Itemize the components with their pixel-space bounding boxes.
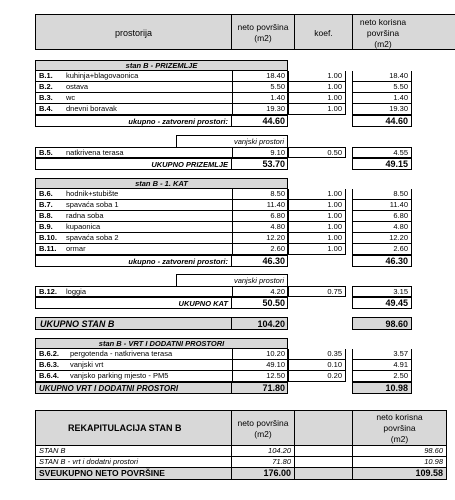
table-row bbox=[35, 211, 288, 222]
row-name: vanjski vrt bbox=[70, 360, 104, 369]
row-net: 4.80 bbox=[393, 222, 408, 231]
row-coef: 1.00 bbox=[327, 189, 342, 198]
header-neto-korisna-line1: neto korisna bbox=[359, 17, 407, 27]
row-coef: 0.75 bbox=[327, 287, 342, 296]
total-net: 49.15 bbox=[385, 159, 408, 169]
row-net: 5.50 bbox=[393, 82, 408, 91]
rekap-total-row bbox=[35, 468, 447, 480]
header-neto-povrsina bbox=[232, 15, 295, 49]
row-net: 1.40 bbox=[393, 93, 408, 102]
grand-total-net: 98.60 bbox=[385, 319, 408, 329]
rekap-col-area bbox=[232, 411, 295, 445]
header-neto-korisna-line3: (m2) bbox=[374, 39, 392, 49]
table-row-net bbox=[352, 360, 412, 371]
total-area: 53.70 bbox=[262, 159, 285, 169]
table-row bbox=[35, 457, 447, 468]
rekap-net: 98.60 bbox=[424, 446, 443, 455]
row-code: B.12. bbox=[39, 287, 57, 296]
table-row bbox=[35, 349, 288, 360]
table-row-net bbox=[352, 222, 412, 233]
row-coef: 1.00 bbox=[327, 104, 342, 113]
total-label: UKUPNO KAT bbox=[36, 298, 232, 308]
rekap-col-net-line3: (m2) bbox=[390, 434, 409, 444]
total-area: 71.80 bbox=[262, 383, 285, 393]
table-row-coef bbox=[288, 233, 346, 244]
row-area: 12.20 bbox=[232, 233, 288, 243]
row-coef: 0.35 bbox=[327, 349, 342, 358]
table-row-net bbox=[352, 286, 412, 297]
grand-total-stan bbox=[35, 317, 288, 330]
table-row bbox=[35, 93, 288, 104]
total-net: 49.45 bbox=[385, 298, 408, 308]
header-koef: koef. bbox=[295, 15, 353, 49]
row-net: 11.40 bbox=[389, 200, 408, 209]
row-code: B.11. bbox=[39, 244, 57, 253]
table-row bbox=[35, 360, 288, 371]
row-code: B.3. bbox=[39, 93, 53, 102]
row-coef: 1.00 bbox=[327, 82, 342, 91]
row-area: 11.40 bbox=[232, 200, 288, 210]
table-row bbox=[35, 200, 288, 211]
table-row-coef bbox=[288, 211, 346, 222]
row-area: 10.20 bbox=[232, 349, 288, 359]
section-title-vrt bbox=[35, 338, 288, 349]
total-label: UKUPNO PRIZEMLJE bbox=[36, 159, 232, 169]
table-row-net bbox=[352, 200, 412, 211]
total-net-prizemlje bbox=[352, 158, 412, 170]
row-name: spavaća soba 2 bbox=[66, 233, 119, 242]
table-row bbox=[35, 147, 288, 158]
subtotal-net-kat bbox=[352, 255, 412, 267]
row-name: loggia bbox=[66, 287, 87, 296]
header-neto-povrsina-line2: (m2) bbox=[254, 33, 272, 43]
total-row-kat bbox=[35, 297, 288, 309]
rekap-blank bbox=[295, 457, 353, 467]
row-code: B.1. bbox=[39, 71, 53, 80]
table-row-coef bbox=[288, 286, 346, 297]
table-row-net bbox=[352, 244, 412, 255]
row-code: B.6.2. bbox=[39, 349, 60, 358]
table-row-net bbox=[352, 349, 412, 360]
rekap-total-label: SVEUKUPNO NETO POVRŠINE bbox=[36, 468, 232, 479]
row-area: 1.40 bbox=[232, 93, 288, 103]
table-row-coef bbox=[288, 222, 346, 233]
rekap-title: REKAPITULACIJA STAN B bbox=[36, 411, 232, 445]
row-net: 18.40 bbox=[389, 71, 408, 80]
row-name: spavaća soba 1 bbox=[66, 200, 119, 209]
subtotal-area: 46.30 bbox=[262, 256, 285, 266]
row-code: B.5. bbox=[39, 148, 53, 157]
row-area: 19.30 bbox=[232, 104, 288, 114]
row-coef: 0.50 bbox=[327, 148, 342, 157]
grand-total-label: UKUPNO STAN B bbox=[36, 318, 232, 329]
rekap-col-net-line1: neto korisna bbox=[376, 412, 423, 422]
table-row-coef bbox=[288, 147, 346, 158]
row-coef: 0.20 bbox=[327, 371, 342, 380]
row-code: B.4. bbox=[39, 104, 53, 113]
row-area: 18.40 bbox=[232, 71, 288, 81]
header-neto-povrsina-line1: neto površina bbox=[237, 22, 289, 32]
row-name: hodnik+stubište bbox=[66, 189, 119, 198]
row-name: pergotenda - natkrivena terasa bbox=[70, 349, 173, 358]
row-coef: 1.00 bbox=[327, 222, 342, 231]
row-name: radna soba bbox=[66, 211, 104, 220]
subtotal-row-kat bbox=[35, 255, 288, 267]
table-row bbox=[35, 71, 288, 82]
row-code: B.2. bbox=[39, 82, 53, 91]
table-row bbox=[35, 286, 288, 297]
row-code: B.8. bbox=[39, 211, 53, 220]
section-title-kat-text: stan B - 1. KAT bbox=[135, 179, 188, 188]
table-row-coef bbox=[288, 349, 346, 360]
rekap-col-blank bbox=[295, 411, 353, 445]
total-label: UKUPNO VRT I DODATNI PROSTORI bbox=[36, 383, 232, 393]
section-title-kat bbox=[35, 178, 288, 189]
row-name: kupaonica bbox=[66, 222, 101, 231]
row-area: 4.80 bbox=[232, 222, 288, 232]
subtotal-net: 46.30 bbox=[385, 256, 408, 266]
rekap-label: STAN B - vrt i dodatni prostori bbox=[36, 457, 232, 467]
subtotal-label: ukupno - zatvoreni prostori: bbox=[36, 116, 232, 126]
table-row-coef bbox=[288, 360, 346, 371]
table-row bbox=[35, 222, 288, 233]
row-net: 12.20 bbox=[389, 233, 408, 242]
rekap-area: 71.80 bbox=[232, 457, 295, 467]
table-row bbox=[35, 189, 288, 200]
table-row bbox=[35, 371, 288, 382]
row-area: 2.60 bbox=[232, 244, 288, 254]
row-name: ormar bbox=[66, 244, 86, 253]
table-row-net bbox=[352, 93, 412, 104]
grand-total-area: 104.20 bbox=[257, 319, 285, 329]
table-row-coef bbox=[288, 371, 346, 382]
row-net: 19.30 bbox=[389, 104, 408, 113]
rekap-blank bbox=[295, 468, 353, 479]
rekap-col-area-line2: (m2) bbox=[254, 429, 272, 439]
total-row-vrt bbox=[35, 382, 288, 394]
kat-rows bbox=[35, 189, 455, 255]
table-row-net bbox=[352, 82, 412, 93]
row-area: 8.50 bbox=[232, 189, 288, 199]
table-row-coef bbox=[288, 71, 346, 82]
table-row-net bbox=[352, 104, 412, 115]
row-name: natkrivena terasa bbox=[66, 148, 124, 157]
header-neto-korisna-line2: površina bbox=[366, 28, 400, 38]
row-coef: 0.10 bbox=[327, 360, 342, 369]
table-row bbox=[35, 244, 288, 255]
rekap-blank bbox=[295, 446, 353, 456]
row-coef: 1.00 bbox=[327, 233, 342, 242]
table-row-coef bbox=[288, 82, 346, 93]
table-row-net bbox=[352, 371, 412, 382]
grand-total-stan-net bbox=[352, 317, 412, 330]
rekap-label: STAN B bbox=[36, 446, 232, 456]
subtotal-net: 44.60 bbox=[385, 116, 408, 126]
row-name: kuhinja+blagovaonica bbox=[66, 71, 139, 80]
subtotal-row-prizemlje bbox=[35, 115, 288, 127]
outdoor-label: vanjski prostori bbox=[233, 137, 284, 146]
vrt-rows bbox=[35, 349, 455, 382]
section-title-vrt-text: stan B - VRT I DODATNI PROSTORI bbox=[98, 339, 225, 348]
row-net: 3.57 bbox=[393, 349, 408, 358]
header-prostorija: prostorija bbox=[36, 15, 232, 49]
total-area: 50.50 bbox=[262, 298, 285, 308]
table-row-coef bbox=[288, 93, 346, 104]
total-row-prizemlje bbox=[35, 158, 288, 170]
subtotal-net-prizemlje bbox=[352, 115, 412, 127]
row-name: dnevni boravak bbox=[66, 104, 117, 113]
total-net-kat bbox=[352, 297, 412, 309]
row-net: 2.50 bbox=[393, 371, 408, 380]
table-header bbox=[35, 14, 455, 50]
row-name: ostava bbox=[66, 82, 89, 91]
table-row-net bbox=[352, 71, 412, 82]
row-code: B.9. bbox=[39, 222, 53, 231]
row-net: 4.55 bbox=[393, 148, 408, 157]
row-code: B.7. bbox=[39, 200, 53, 209]
rekap-header bbox=[35, 410, 447, 446]
row-area: 12.50 bbox=[232, 371, 288, 381]
subtotal-label: ukupno - zatvoreni prostori: bbox=[36, 256, 232, 266]
table-row-coef bbox=[288, 200, 346, 211]
rekap-col-net-line2: površina bbox=[383, 423, 416, 433]
total-net-vrt bbox=[352, 382, 412, 394]
row-name: vanjsko parking mjesto - PM5 bbox=[70, 371, 169, 380]
row-area: 4.20 bbox=[232, 287, 288, 296]
row-code: B.10. bbox=[39, 233, 57, 242]
rekap-col-net bbox=[353, 411, 446, 445]
table-row-coef bbox=[288, 244, 346, 255]
total-net: 10.98 bbox=[385, 383, 408, 393]
row-net: 3.15 bbox=[393, 287, 408, 296]
row-area: 6.80 bbox=[232, 211, 288, 221]
row-coef: 1.00 bbox=[327, 200, 342, 209]
table-row-net bbox=[352, 189, 412, 200]
row-coef: 1.00 bbox=[327, 71, 342, 80]
section-title-prizemlje-text: stan B - PRIZEMLJE bbox=[125, 61, 198, 70]
rekap-col-area-line1: neto površina bbox=[237, 418, 289, 428]
rekap-total-area: 176.00 bbox=[232, 468, 295, 479]
row-name: wc bbox=[66, 93, 76, 102]
table-row-net bbox=[352, 211, 412, 222]
outdoor-label-box bbox=[176, 135, 288, 147]
row-net: 4.91 bbox=[393, 360, 408, 369]
section-title-prizemlje bbox=[35, 60, 288, 71]
header-neto-korisna bbox=[353, 15, 413, 49]
table-row-coef bbox=[288, 189, 346, 200]
table-row-net bbox=[352, 147, 412, 158]
table-row-coef bbox=[288, 104, 346, 115]
row-coef: 1.00 bbox=[327, 93, 342, 102]
row-code: B.6.3. bbox=[39, 360, 60, 369]
prizemlje-rows bbox=[35, 71, 455, 115]
table-row bbox=[35, 233, 288, 244]
row-area: 9.10 bbox=[232, 148, 288, 157]
subtotal-area: 44.60 bbox=[262, 116, 285, 126]
rekap-net: 10.98 bbox=[424, 457, 443, 466]
outdoor-label: vanjski prostori bbox=[233, 276, 284, 285]
row-coef: 1.00 bbox=[327, 244, 342, 253]
table-row-net bbox=[352, 233, 412, 244]
row-coef: 1.00 bbox=[327, 211, 342, 220]
row-net: 6.80 bbox=[393, 211, 408, 220]
table-row bbox=[35, 104, 288, 115]
rekap-total-net: 109.58 bbox=[415, 468, 443, 478]
row-net: 8.50 bbox=[393, 189, 408, 198]
outdoor-label-box bbox=[176, 274, 288, 286]
row-area: 49.10 bbox=[232, 360, 288, 370]
row-code: B.6.4. bbox=[39, 371, 60, 380]
row-net: 2.60 bbox=[393, 244, 408, 253]
table-row bbox=[35, 82, 288, 93]
row-area: 5.50 bbox=[232, 82, 288, 92]
table-row bbox=[35, 446, 447, 457]
rekap-area: 104.20 bbox=[232, 446, 295, 456]
row-code: B.6. bbox=[39, 189, 53, 198]
